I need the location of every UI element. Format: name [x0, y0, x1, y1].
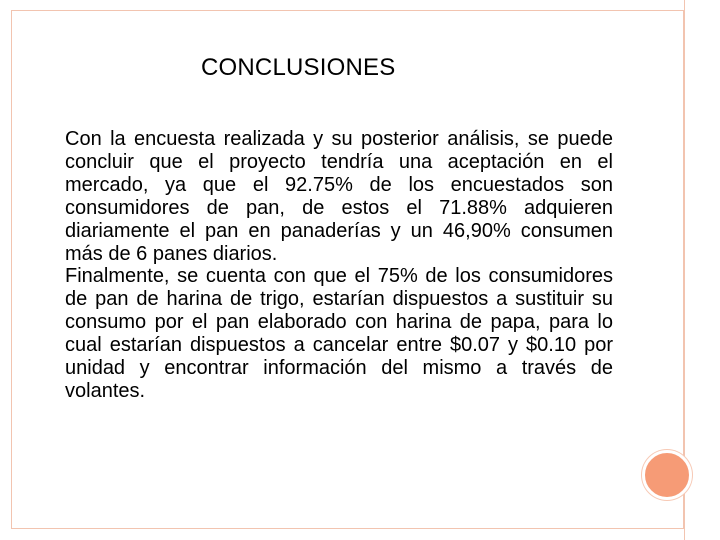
slide-body	[65, 128, 613, 403]
slide-title: CONCLUSIONES	[201, 54, 396, 81]
decorative-circle	[642, 450, 692, 500]
paragraph-1: Con la encuesta realizada y su posterior análisis, se puede concluir que el proyecto tendría una aceptación en el mercado, ya que el 92.75% de los encuestados son consumidores de pan, de estos el 71.88% adquieren diariamente el pan en panaderías y un 46,90% consumen más de 6 panes diarios.	[65, 128, 613, 265]
paragraph-2: Finalmente, se cuenta con que el 75% de los consumidores de pan de harina de trigo, estarían dispuestos a sustituir su consumo por el pan elaborado con harina de papa, para lo cual estarían dispuestos a cancelar entre $0.07 y $0.10 por unidad y encontrar información del mismo a través de volantes.	[65, 265, 613, 402]
